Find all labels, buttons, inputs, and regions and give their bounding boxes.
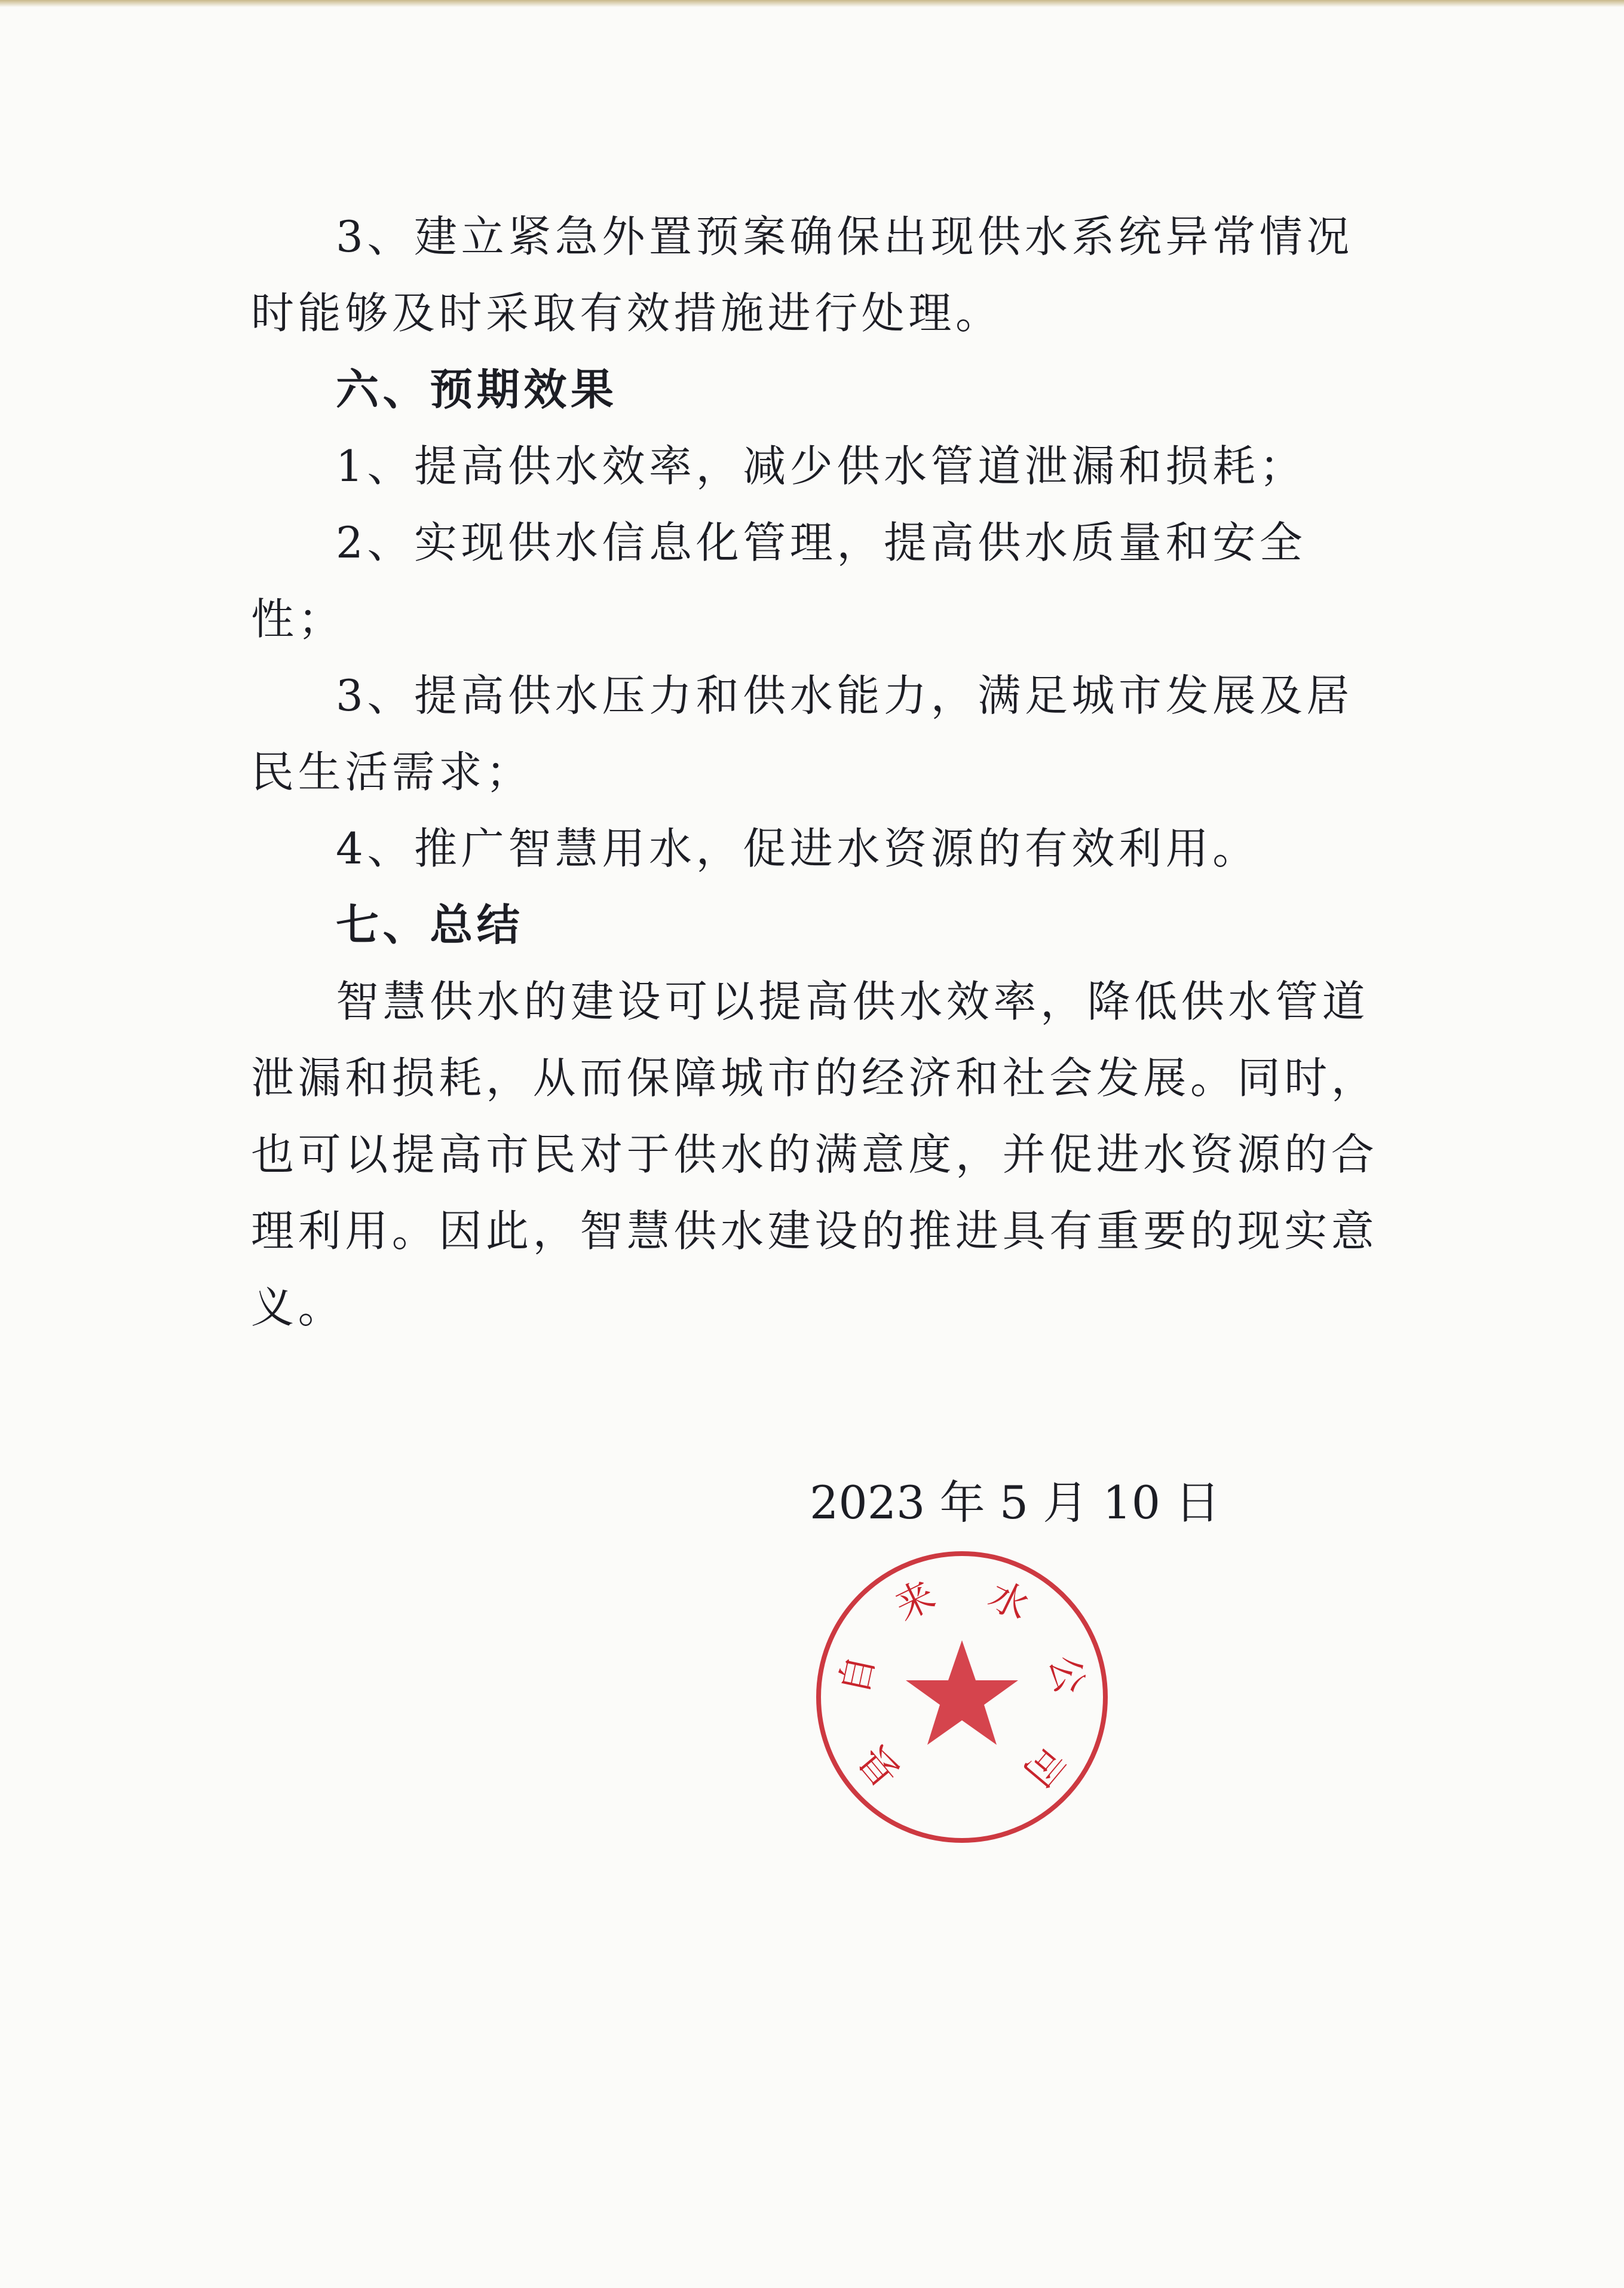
seal-character: 县 [851,1736,910,1794]
seal-character: 自 [832,1651,884,1698]
document-body [251,198,1386,1346]
summary-paragraph: 智慧供水的建设可以提高供水效率，降低供水管道泄漏和损耗，从而保障城市的经济和社会发展。同时，也可以提高市民对于供水的满意度，并促进水资源的合理利用。因此，智慧供水建设的推进具有重要的现实意义。 [251,976,1378,1333]
page-edge [0,0,1624,7]
list-item: 4、推广智慧用水，促进水资源的有效利用。 [336,823,1260,874]
official-seal [807,1542,1117,1852]
list-item: 2、实现供水信息化管理，提高供水质量和安全性； [251,517,1307,644]
seal-character: 公 [1040,1651,1092,1698]
section-heading: 七、总结 [336,900,524,950]
seal-character: 司 [1014,1736,1073,1794]
seal-character: 水 [982,1573,1036,1630]
seal-character: 来 [888,1573,942,1630]
list-item: 3、提高供水压力和供水能力，满足城市发展及居民生活需求； [251,670,1354,797]
seal-star-icon [906,1640,1018,1745]
list-item: 3、建立紧急外置预案确保出现供水系统异常情况时能够及时采取有效措施进行处理。 [251,212,1354,338]
section-heading: 六、预期效果 [336,365,618,415]
document-date: 2023 年 5 月 10 日 [810,1476,1221,1529]
list-item: 1、提高供水效率，减少供水管道泄漏和损耗； [336,441,1307,491]
